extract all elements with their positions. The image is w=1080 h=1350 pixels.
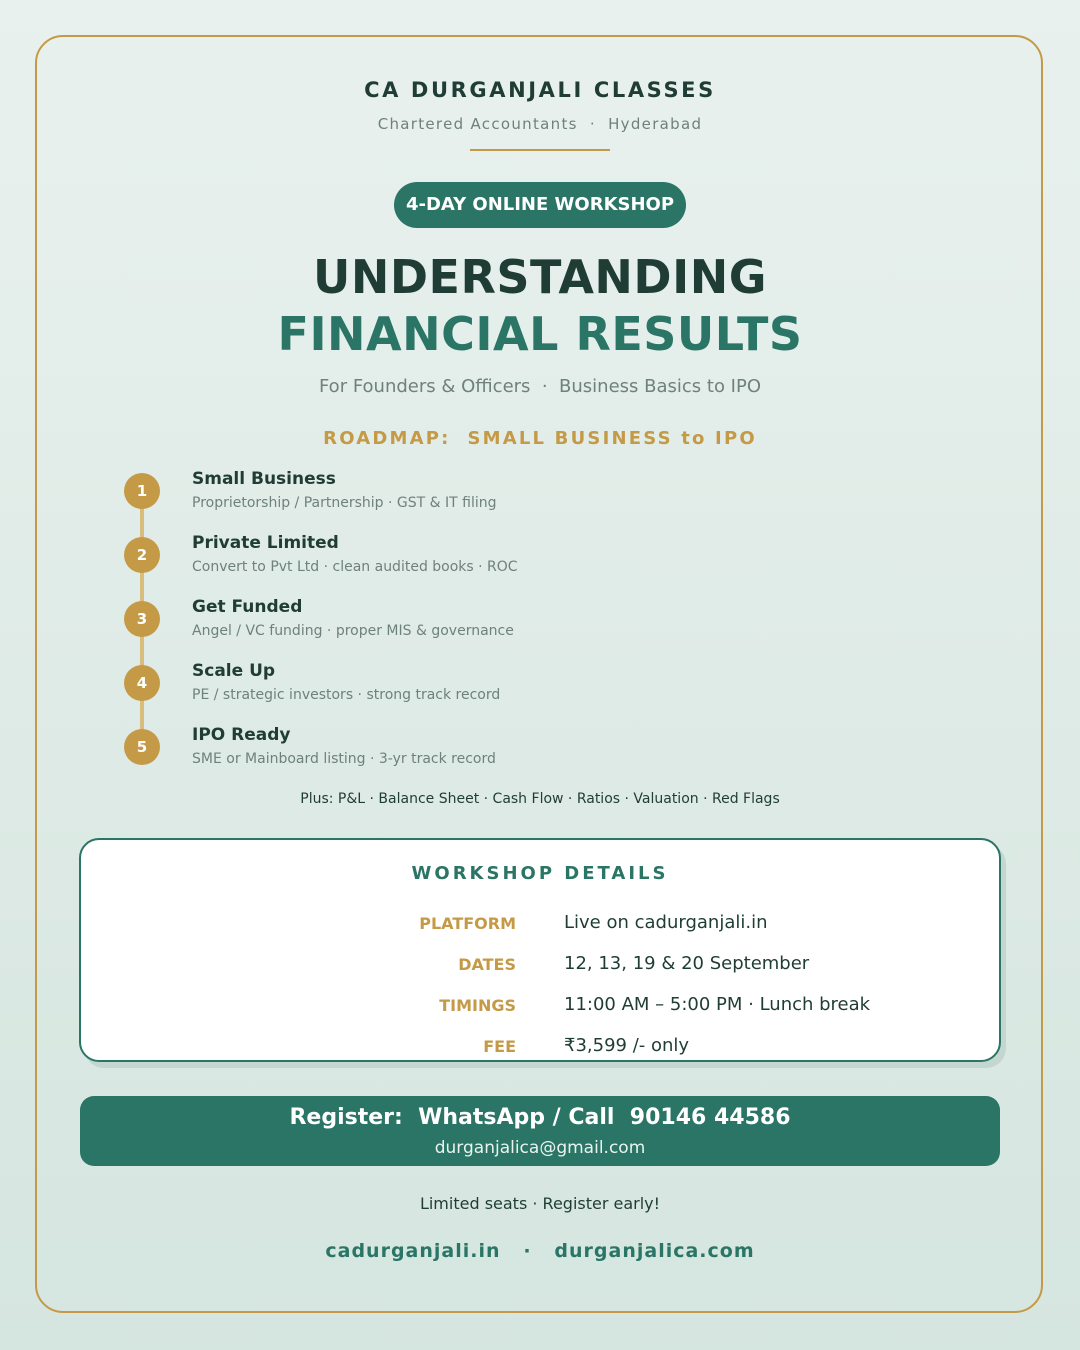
title-line-1: UNDERSTANDING bbox=[313, 250, 767, 304]
title-line-2: FINANCIAL RESULTS bbox=[277, 307, 803, 361]
step-name: Small Business bbox=[192, 469, 336, 489]
detail-value-fee: ₹3,599 /- only bbox=[564, 1035, 690, 1056]
detail-label-platform: PLATFORM bbox=[419, 914, 516, 933]
tagline: For Founders & Officers · Business Basics to IPO bbox=[318, 376, 762, 397]
register-email[interactable]: durganjalica@gmail.com bbox=[434, 1138, 646, 1158]
step-name: Private Limited bbox=[192, 533, 339, 553]
workshop-badge: 4-DAY ONLINE WORKSHOP bbox=[394, 182, 686, 228]
roadmap-step bbox=[124, 725, 824, 779]
roadmap-step bbox=[124, 661, 824, 715]
step-name: IPO Ready bbox=[192, 725, 291, 745]
step-number: 2 bbox=[124, 537, 160, 573]
step-name: Get Funded bbox=[192, 597, 303, 617]
divider bbox=[470, 149, 610, 151]
step-name: Scale Up bbox=[192, 661, 276, 681]
roadmap-step bbox=[124, 597, 824, 651]
step-description: Angel / VC funding · proper MIS & governance bbox=[192, 623, 514, 639]
step-number: 1 bbox=[124, 473, 160, 509]
register-phone[interactable]: Register: WhatsApp / Call 90146 44586 bbox=[289, 1105, 791, 1130]
details-heading: WORKSHOP DETAILS bbox=[411, 863, 669, 884]
roadmap-heading: ROADMAP: SMALL BUSINESS to IPO bbox=[323, 428, 757, 449]
step-description: SME or Mainboard listing · 3-yr track record bbox=[192, 751, 496, 767]
detail-value-timings: 11:00 AM – 5:00 PM · Lunch break bbox=[564, 994, 871, 1015]
roadmap-step bbox=[124, 469, 824, 523]
step-number: 4 bbox=[124, 665, 160, 701]
detail-label-dates: DATES bbox=[458, 955, 516, 974]
detail-value-dates: 12, 13, 19 & 20 September bbox=[564, 953, 810, 974]
step-description: Convert to Pvt Ltd · clean audited books · ROC bbox=[192, 559, 518, 575]
step-description: Proprietorship / Partnership · GST & IT filing bbox=[192, 495, 497, 511]
brand-name: CA DURGANJALI CLASSES bbox=[364, 78, 716, 102]
step-description: PE / strategic investors · strong track record bbox=[192, 687, 501, 703]
step-number: 5 bbox=[124, 729, 160, 765]
detail-label-timings: TIMINGS bbox=[439, 996, 516, 1015]
footer-websites[interactable]: cadurganjali.in · durganjalica.com bbox=[325, 1240, 755, 1262]
detail-label-fee: FEE bbox=[483, 1037, 516, 1056]
roadmap-step bbox=[124, 533, 824, 587]
plus-topics: Plus: P&L · Balance Sheet · Cash Flow · Ratios · Valuation · Red Flags bbox=[300, 791, 780, 807]
step-number: 3 bbox=[124, 601, 160, 637]
limited-seats-note: Limited seats · Register early! bbox=[419, 1194, 661, 1213]
detail-value-platform: Live on cadurganjali.in bbox=[564, 912, 768, 933]
brand-subtitle: Chartered Accountants · Hyderabad bbox=[377, 115, 703, 133]
